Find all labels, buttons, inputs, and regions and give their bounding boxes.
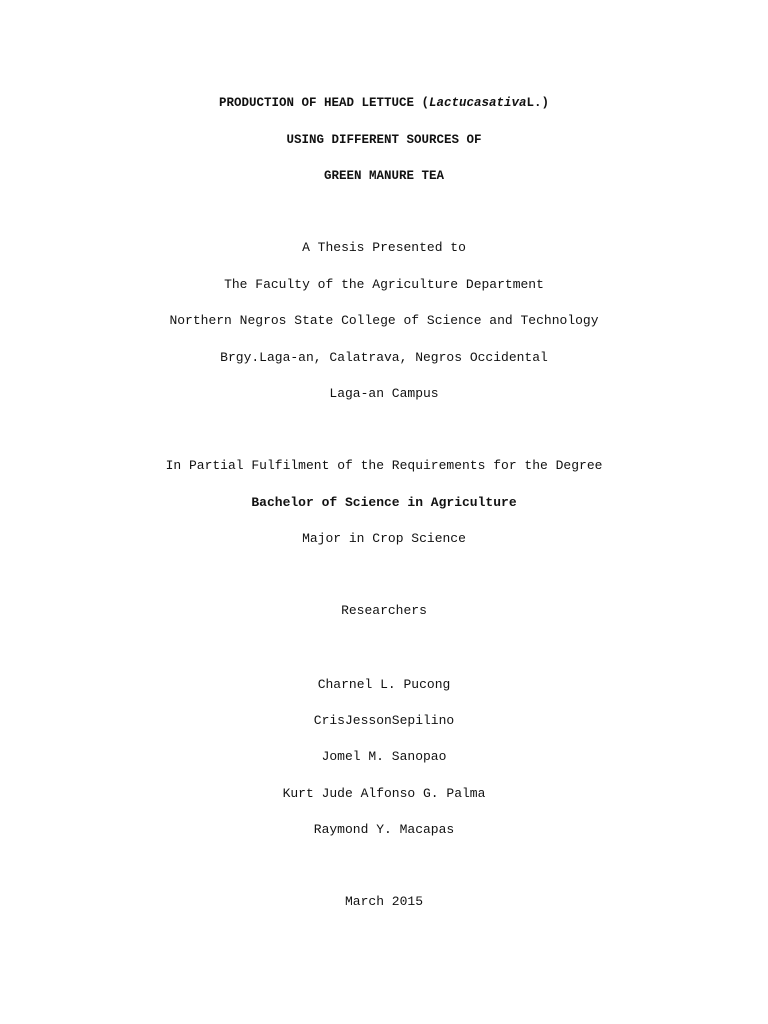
researcher-name: CrisJessonSepilino xyxy=(313,713,455,728)
researcher-name: Raymond Y. Macapas xyxy=(313,822,455,837)
researcher-name: Kurt Jude Alfonso G. Palma xyxy=(282,786,486,801)
title-suffix: L.) xyxy=(526,96,550,110)
title-line-1 xyxy=(0,95,768,111)
requirement-statement: In Partial Fulfilment of the Requirements for the Degree xyxy=(165,458,603,473)
degree-name: Bachelor of Science in Agriculture xyxy=(251,495,517,510)
submission-date: March 2015 xyxy=(344,894,423,909)
college-address: Brgy.Laga-an, Calatrava, Negros Occidental xyxy=(220,350,548,365)
title-line-3: GREEN MANURE TEA xyxy=(323,169,445,183)
title-scientific-name: Lactucasativa xyxy=(429,96,527,110)
degree-major: Major in Crop Science xyxy=(302,531,466,546)
researchers-heading: Researchers xyxy=(341,603,427,618)
campus-name: Laga-an Campus xyxy=(329,386,439,401)
faculty-department: The Faculty of the Agriculture Department xyxy=(224,277,544,292)
researcher-name: Charnel L. Pucong xyxy=(317,677,451,692)
presented-to: A Thesis Presented to xyxy=(302,240,466,255)
title-line-2: USING DIFFERENT SOURCES OF xyxy=(286,133,482,147)
researcher-name: Jomel M. Sanopao xyxy=(321,749,447,764)
college-name: Northern Negros State College of Science and Technology xyxy=(169,313,599,328)
title-prefix: PRODUCTION OF HEAD LETTUCE ( xyxy=(218,96,429,110)
